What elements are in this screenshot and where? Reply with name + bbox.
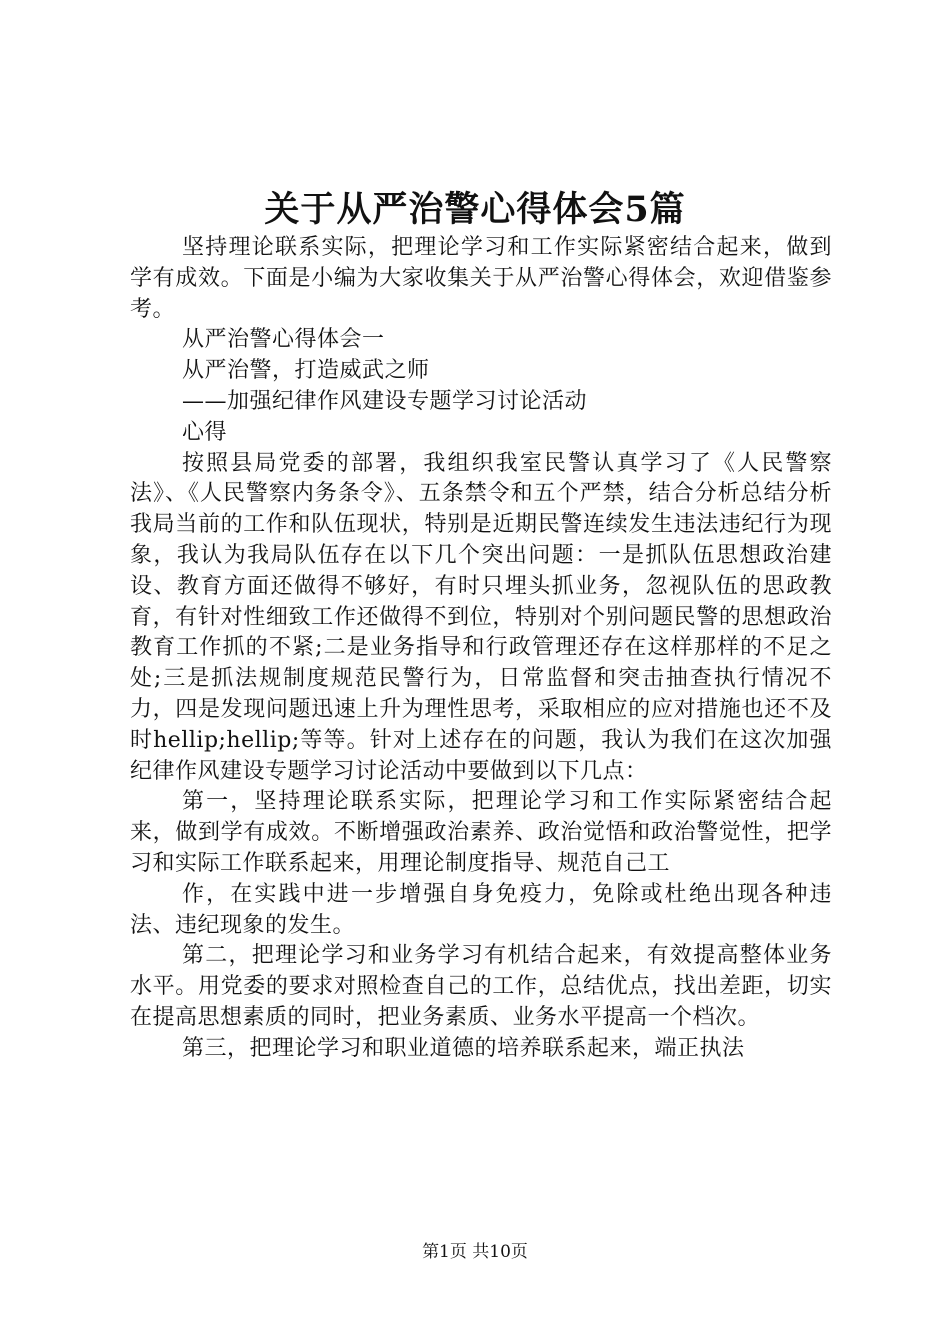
body-paragraph: 按照县局党委的部署，我组织我室民警认真学习了《人民警察法》、《人民警察内务条令》、五条禁令和五个严禁，结合分析总结分析我局当前的工作和队伍现状，特别是近期民警连续发生违法违纪行为现象，我认为我局队伍存在以下几个突出问题：一是抓队伍思想政治建设、教育方面还做得不够好，有时只埋头抓业务，忽视队伍的思政教育，有针对性细致工作还做得不到位，特别对个别问题民警的思想政治教育工作抓的不紧;二是业务指导和行政管理还存在这样那样的不足之处;三是抓法规制度规范民警行为，日常监督和突击抽查执行情况不力，四是发现问题迅速上升为理性思考，采取相应的应对措施也还不及时hellip;hellip;等等。针对上述存在的问题，我认为我们在这次加强纪律作风建设专题学习讨论活动中要做到以下几点： [130,450,832,784]
body-paragraph: 第二，把理论学习和业务学习有机结合起来，有效提高整体业务水平。用党委的要求对照检查自己的工作，总结优点，找出差距，切实在提高思想素质的同时，把业务素质、业务水平提高一个档次。 [130,943,832,1030]
body-paragraph: 第一，坚持理论联系实际，把理论学习和工作实际紧密结合起来，做到学有成效。不断增强政治素养、政治觉悟和政治警觉性，把学习和实际工作联系起来，用理论制度指导、规范自己工 [130,789,832,876]
page-footer: 第1页 共10页 [422,1242,528,1262]
section-subtitle: 从严治警，打造威武之师 [182,358,430,384]
document-body [130,233,832,1065]
section-heading: 从严治警心得体会一 [182,327,385,353]
section-subtitle: 心得 [182,419,228,445]
body-paragraph: 第三，把理论学习和职业道德的培养联系起来，端正执法 [182,1035,745,1061]
body-paragraph: 坚持理论联系实际，把理论学习和工作实际紧密结合起来，做到学有成效。下面是小编为大家收集关于从严治警心得体会，欢迎借鉴参考。 [130,235,832,322]
document-title: 关于从严治警心得体会5篇 [264,189,686,230]
body-paragraph: 作，在实践中进一步增强自身免疫力，免除或杜绝出现各种违法、违纪现象的发生。 [130,881,832,938]
section-subtitle: ——加强纪律作风建设专题学习讨论活动 [182,388,588,414]
